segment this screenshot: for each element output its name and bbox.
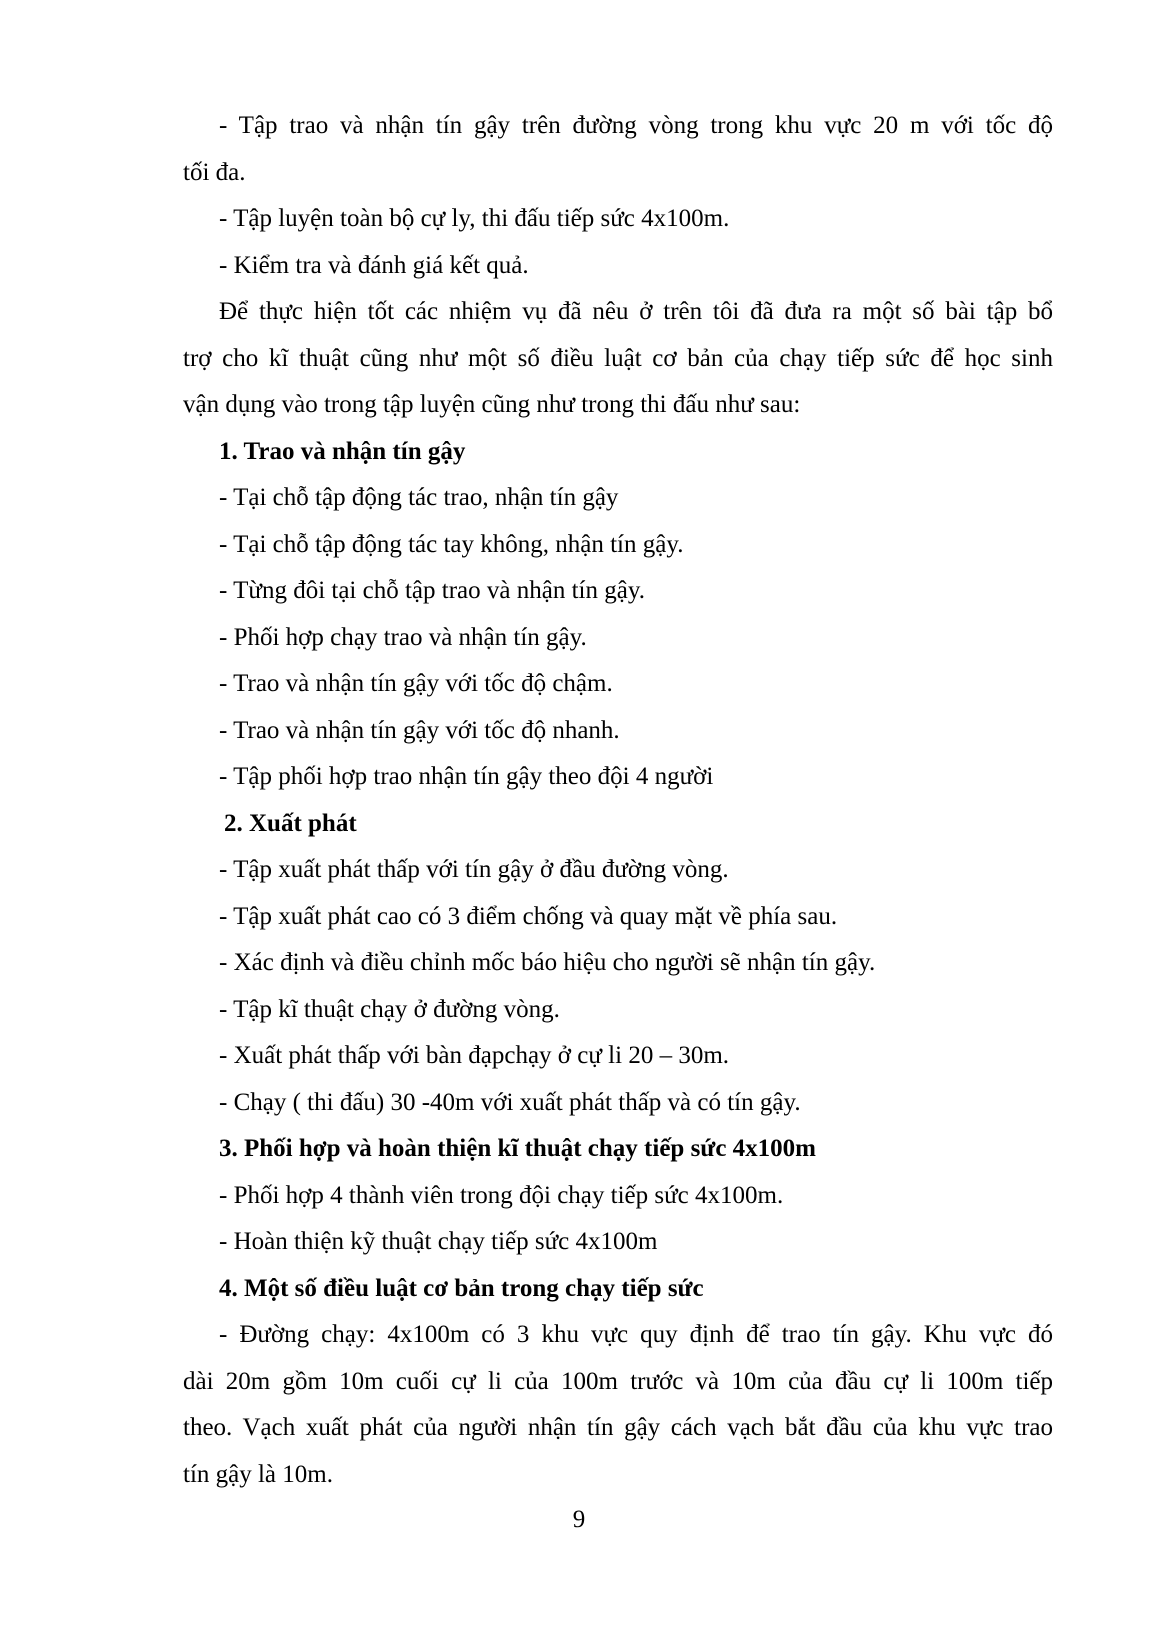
list-item: - Tập xuất phát cao có 3 điểm chống và quay mặt về phía sau. xyxy=(219,902,838,930)
text-line: vận dụng vào trong tập luyện cũng như trong thi đấu như sau: xyxy=(183,391,801,418)
list-item: - Trao và nhận tín gậy với tốc độ chậm. xyxy=(219,670,613,697)
text-line: - Kiểm tra và đánh giá kết quả. xyxy=(219,251,529,279)
list-item: - Trao và nhận tín gậy với tốc độ nhanh. xyxy=(219,716,620,744)
text-line: tối đa. xyxy=(183,158,246,186)
list-item: - Tại chỗ tập động tác trao, nhận tín gậy xyxy=(219,484,619,511)
list-item: - Tại chỗ tập động tác tay không, nhận tín gậy. xyxy=(219,530,684,558)
text-line: theo. Vạch xuất phát của người nhận tín gậy cách vạch bắt đầu của khu vực trao xyxy=(183,1414,1053,1441)
list-item: - Hoàn thiện kỹ thuật chạy tiếp sức 4x100m xyxy=(219,1228,658,1255)
list-item: - Xuất phát thấp với bàn đạpchạy ở cự li 20 – 30m. xyxy=(219,1042,730,1069)
list-item: - Từng đôi tại chỗ tập trao và nhận tín gậy. xyxy=(219,577,645,604)
list-item: - Tập kĩ thuật chạy ở đường vòng. xyxy=(219,995,560,1023)
list-item: - Tập phối hợp trao nhận tín gậy theo đội 4 người xyxy=(219,763,714,790)
text-line: dài 20m gồm 10m cuối cự li của 100m trước và 10m của đầu cự li 100m tiếp xyxy=(183,1367,1053,1395)
page-number: 9 xyxy=(572,1506,586,1533)
text-line: - Tập luyện toàn bộ cự ly, thi đấu tiếp sức 4x100m. xyxy=(219,205,730,232)
text-line: - Tập trao và nhận tín gậy trên đường vòng trong khu vực 20 m với tốc độ xyxy=(219,112,1053,139)
page-body xyxy=(183,103,1053,1498)
text-line: tín gậy là 10m. xyxy=(183,1460,333,1488)
text-line: - Đường chạy: 4x100m có 3 khu vực quy định để trao tín gậy. Khu vực đó xyxy=(219,1321,1053,1348)
section-heading: 1. Trao và nhận tín gậy xyxy=(219,437,466,465)
list-item: - Phối hợp chạy trao và nhận tín gậy. xyxy=(219,623,587,651)
section-heading: 3. Phối hợp và hoàn thiện kĩ thuật chạy tiếp sức 4x100m xyxy=(219,1135,816,1162)
list-item: - Chạy ( thi đấu) 30 -40m với xuất phát thấp và có tín gậy. xyxy=(219,1088,801,1116)
list-item: - Phối hợp 4 thành viên trong đội chạy tiếp sức 4x100m. xyxy=(219,1181,784,1209)
list-item: - Xác định và điều chỉnh mốc báo hiệu cho người sẽ nhận tín gậy. xyxy=(219,949,876,976)
section-heading: 4. Một số điều luật cơ bản trong chạy tiếp sức xyxy=(219,1274,704,1302)
text-line: Để thực hiện tốt các nhiệm vụ đã nêu ở trên tôi đã đưa ra một số bài tập bổ xyxy=(219,298,1053,325)
list-item: - Tập xuất phát thấp với tín gậy ở đầu đường vòng. xyxy=(219,856,729,883)
text-line: trợ cho kĩ thuật cũng như một số điều luật cơ bản của chạy tiếp sức để học sinh xyxy=(183,344,1053,372)
section-heading: 2. Xuất phát xyxy=(224,809,357,837)
